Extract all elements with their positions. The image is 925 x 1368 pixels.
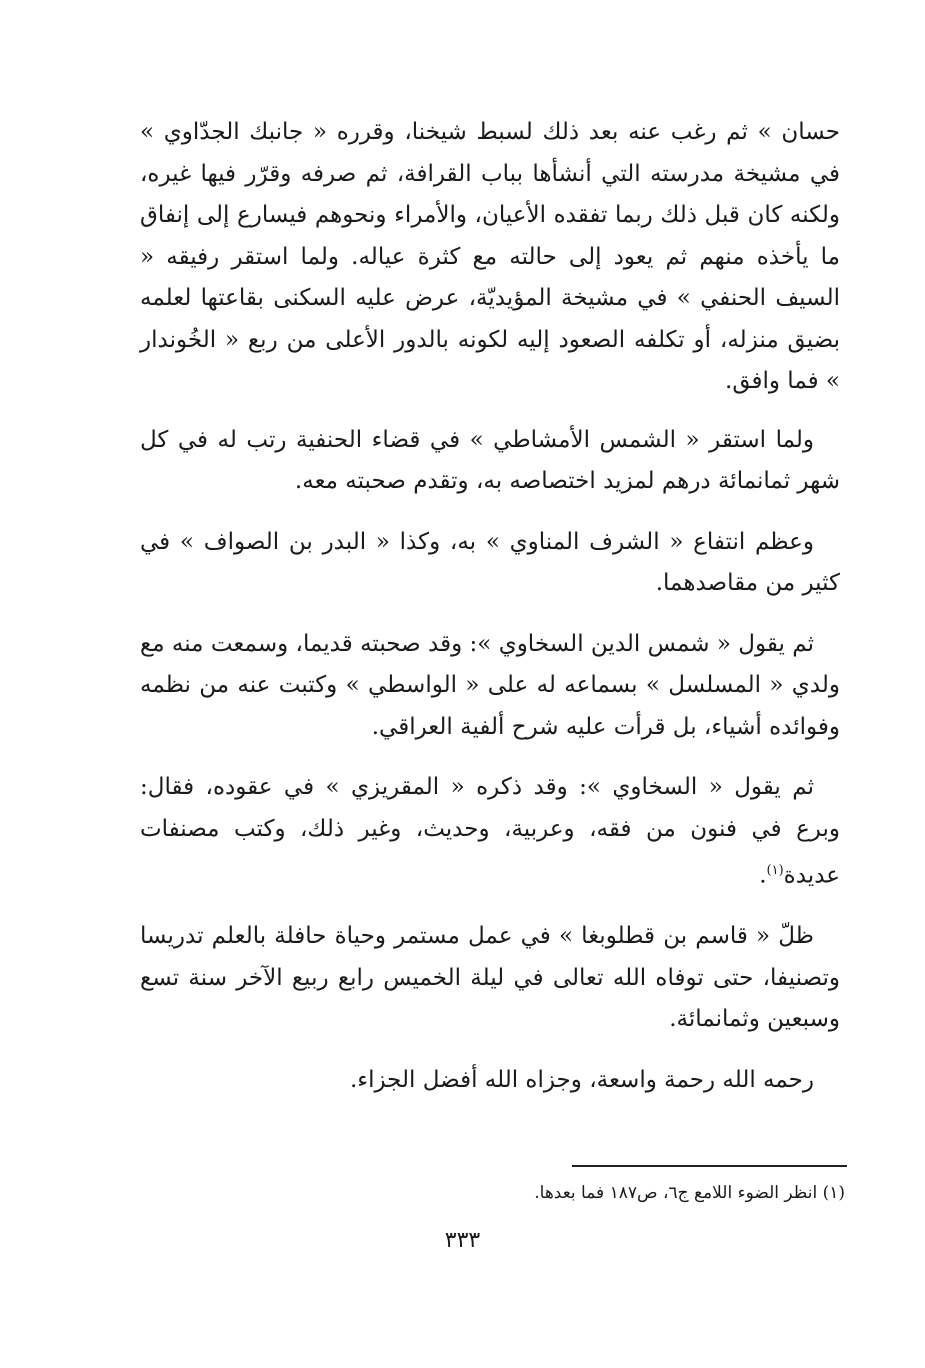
paragraph-2: ولما استقر « الشمس الأمشاطي » في قضاء الحنفية رتب له في كل شهر ثمانمائة درهم لمزيد اختصاصه به، وتقدم صحبته معه.: [140, 426, 840, 494]
page-number: ٣٣٣: [444, 1228, 481, 1253]
footnote: (١) انظر الضوء اللامع ج٦، ص١٨٧ فما بعدها.: [534, 1183, 845, 1203]
body-text: [140, 112, 840, 1101]
paragraph-6: ظلّ « قاسم بن قطلوبغا » في عمل مستمر وحياة حافلة بالعلم تدريسا وتصنيفا، حتى توفاه الله تعالى في ليلة الخميس رابع ربيع الآخر سنة تسع وسبعين وثمانمائة.: [140, 923, 840, 1033]
paragraph-7: رحمه الله رحمة واسعة، وجزاه الله أفضل الجزاء.: [349, 1066, 814, 1093]
paragraph-4: ثم يقول « شمس الدين السخاوي »: وقد صحبته قديما، وسمعت منه مع ولدي « المسلسل » بسماعه له على « الواسطي » وكتبت عنه من نظمه وفوائده أشياء، بل قرأت عليه شرح ألفية العراقي.: [140, 630, 840, 740]
paragraph-1: حسان » ثم رغب عنه بعد ذلك لسبط شيخنا، وقرره « جانبك الجدّاوي » في مشيخة مدرسته التي أنشأها بباب القرافة، ثم صرفه وقرّر فيها غيره، ولكنه كان قبل ذلك ربما تفقده الأعيان، والأمراء ونحوهم فيسارع إلى إنفاق ما يأخذه منهم ثم يعود إلى حالته مع كثرة عياله. ولما استقر رفيقه « السيف الحنفي » في مشيخة المؤيديّة، عرض عليه السكنى بقاعتها لعلمه بضيق منزله، أو تكلفه الصعود إليه لكونه بالدور الأعلى من ربع « الخُوندار » فما وافق.: [140, 119, 840, 394]
paragraph-5-end: .: [759, 862, 767, 889]
paragraph-5: [140, 767, 840, 897]
paragraph-3: وعظم انتفاع « الشرف المناوي » به، وكذا « البدر بن الصواف » في كثير من مقاصدهما.: [140, 528, 840, 596]
paragraph-5-text: ثم يقول « السخاوي »: وقد ذكره « المقريزي » في عقوده، فقال: وبرع في فنون من فقه، وعربية، وحديث، وغير ذلك، وكتب مصنفات عديدة: [140, 774, 840, 889]
footnote-divider: [572, 1165, 847, 1167]
footnote-reference: (١): [766, 863, 784, 878]
